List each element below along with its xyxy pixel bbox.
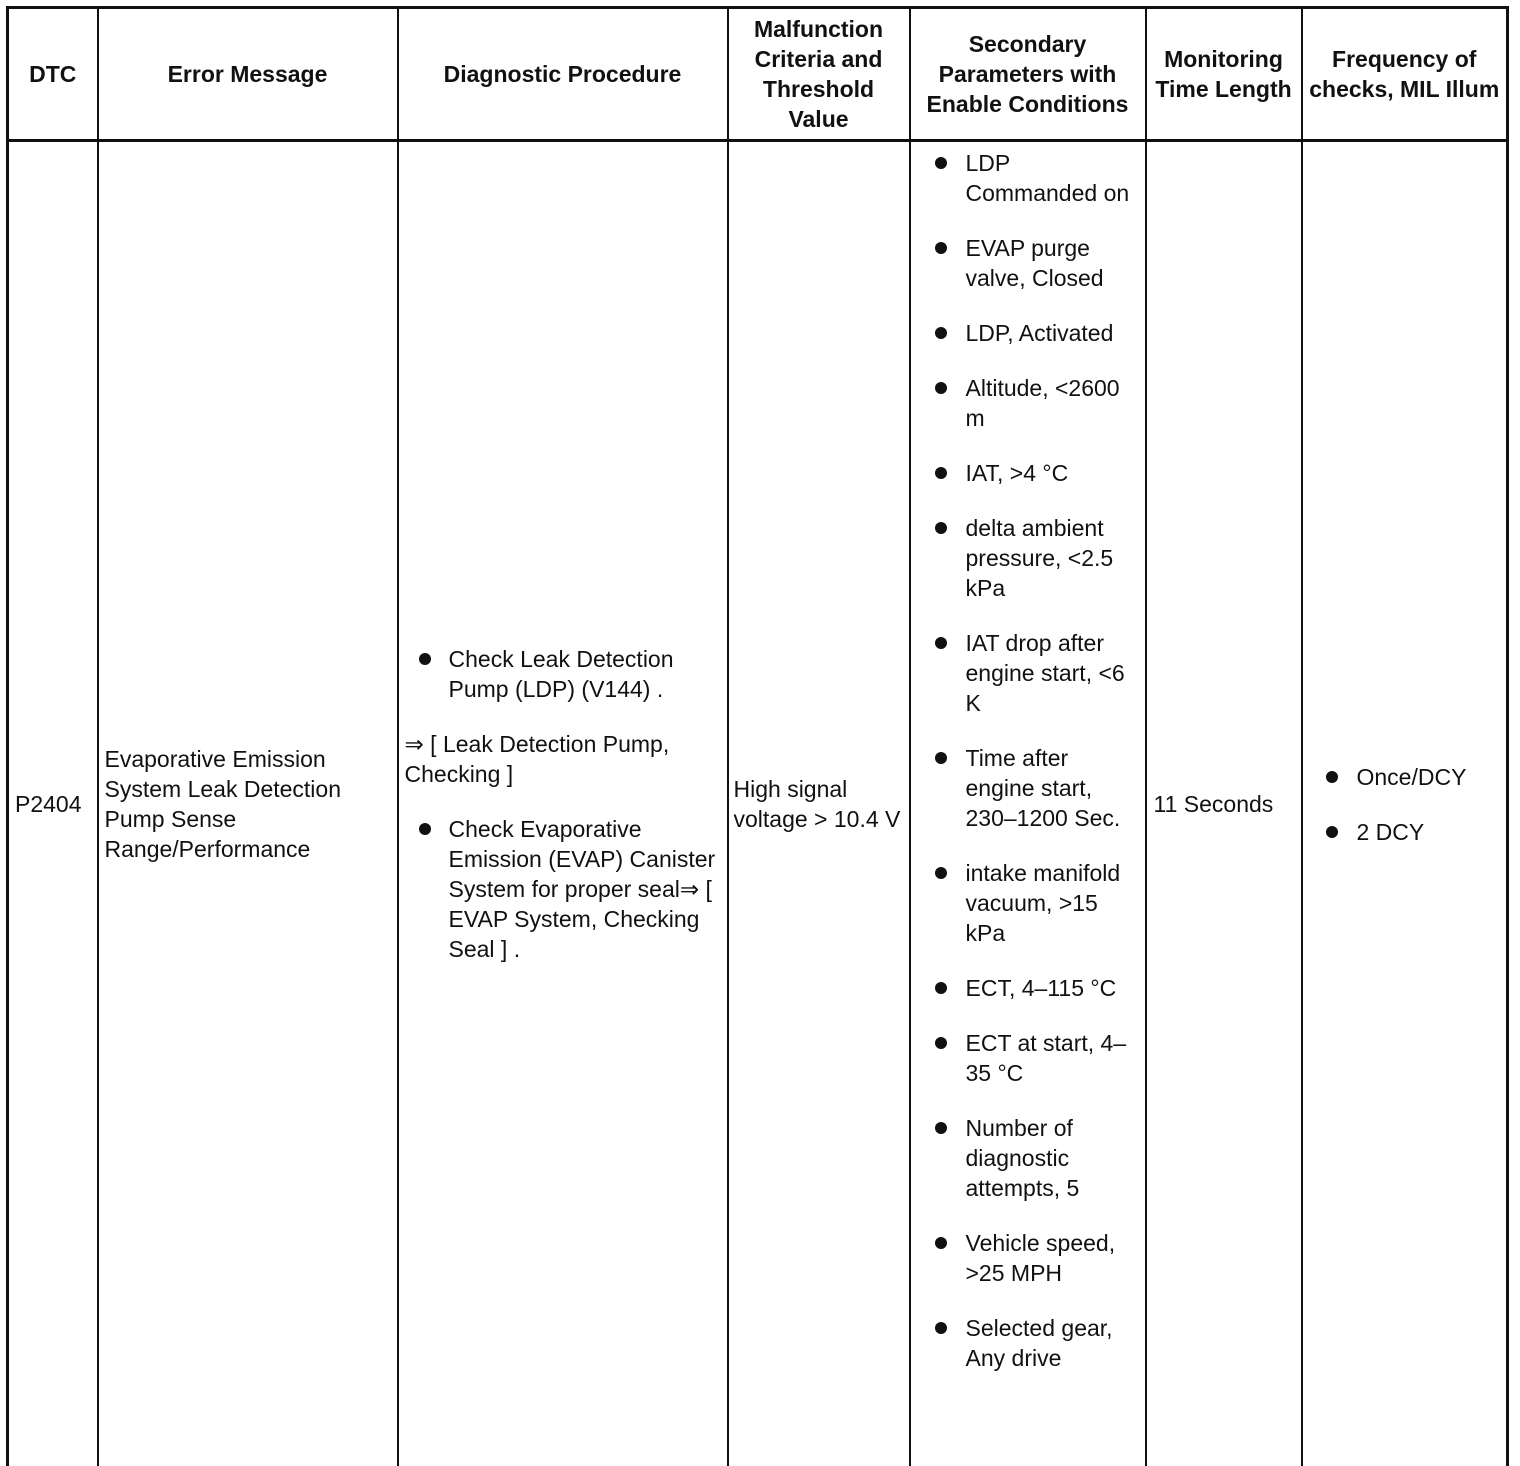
frequency bbox=[1302, 141, 1508, 1466]
header-diagnostic-procedure: Diagnostic Procedure bbox=[398, 8, 728, 141]
secondary-parameter: Altitude, <2600 m bbox=[911, 373, 1141, 433]
secondary-parameter: Selected gear, Any drive bbox=[911, 1313, 1141, 1373]
secondary-parameter: LDP, Activated bbox=[911, 318, 1141, 348]
procedure-step-1: Check Leak Detection Pump (LDP) (V144) . bbox=[405, 644, 717, 704]
frequency-item: Once/DCY bbox=[1303, 762, 1501, 792]
secondary-parameter: intake manifold vacuum, >15 kPa bbox=[911, 858, 1141, 948]
dtc-table bbox=[6, 6, 1509, 1466]
frequency-item: 2 DCY bbox=[1303, 817, 1501, 847]
header-dtc: DTC bbox=[8, 8, 98, 141]
diagnostic-procedure bbox=[398, 141, 728, 1466]
header-error-message: Error Message bbox=[98, 8, 398, 141]
secondary-parameter: LDP Commanded on bbox=[911, 148, 1141, 208]
header-malfunction-criteria: Malfunction Criteria and Threshold Value bbox=[728, 8, 910, 141]
secondary-parameter: IAT drop after engine start, <6 K bbox=[911, 628, 1141, 718]
table-header bbox=[8, 8, 1508, 141]
monitoring-time: 11 Seconds bbox=[1146, 141, 1302, 1466]
secondary-parameter: ECT at start, 4–35 °C bbox=[911, 1028, 1141, 1088]
secondary-parameter: Vehicle speed, >25 MPH bbox=[911, 1228, 1141, 1288]
secondary-parameter: ECT, 4–115 °C bbox=[911, 973, 1141, 1003]
procedure-link-leak-detection-pump[interactable]: ⇒ [ Leak Detection Pump, Checking ] bbox=[404, 731, 670, 787]
table-row bbox=[8, 141, 1508, 1466]
header-secondary-parameters: Secondary Parameters with Enable Conditions bbox=[910, 8, 1146, 141]
header-row bbox=[8, 8, 1508, 141]
header-frequency: Frequency of checks, MIL Illum bbox=[1302, 8, 1508, 141]
malfunction-criteria: High signal voltage > 10.4 V bbox=[728, 141, 910, 1466]
error-message: Evaporative Emission System Leak Detection Pump Sense Range/Performance bbox=[98, 141, 398, 1466]
secondary-parameter: Number of diagnostic attempts, 5 bbox=[911, 1113, 1141, 1203]
secondary-parameter: EVAP purge valve, Closed bbox=[911, 233, 1141, 293]
secondary-parameter: delta ambient pressure, <2.5 kPa bbox=[911, 513, 1141, 603]
secondary-parameters bbox=[910, 141, 1146, 1466]
secondary-parameter: Time after engine start, 230–1200 Sec. bbox=[911, 743, 1141, 833]
secondary-parameter: IAT, >4 °C bbox=[911, 458, 1141, 488]
header-monitoring-time: Monitoring Time Length bbox=[1146, 8, 1302, 141]
dtc-code: P2404 bbox=[8, 141, 98, 1466]
procedure-step-2: Check Evaporative Emission (EVAP) Canister System for proper seal⇒ [ EVAP System, Checking Seal ] . bbox=[405, 814, 717, 964]
